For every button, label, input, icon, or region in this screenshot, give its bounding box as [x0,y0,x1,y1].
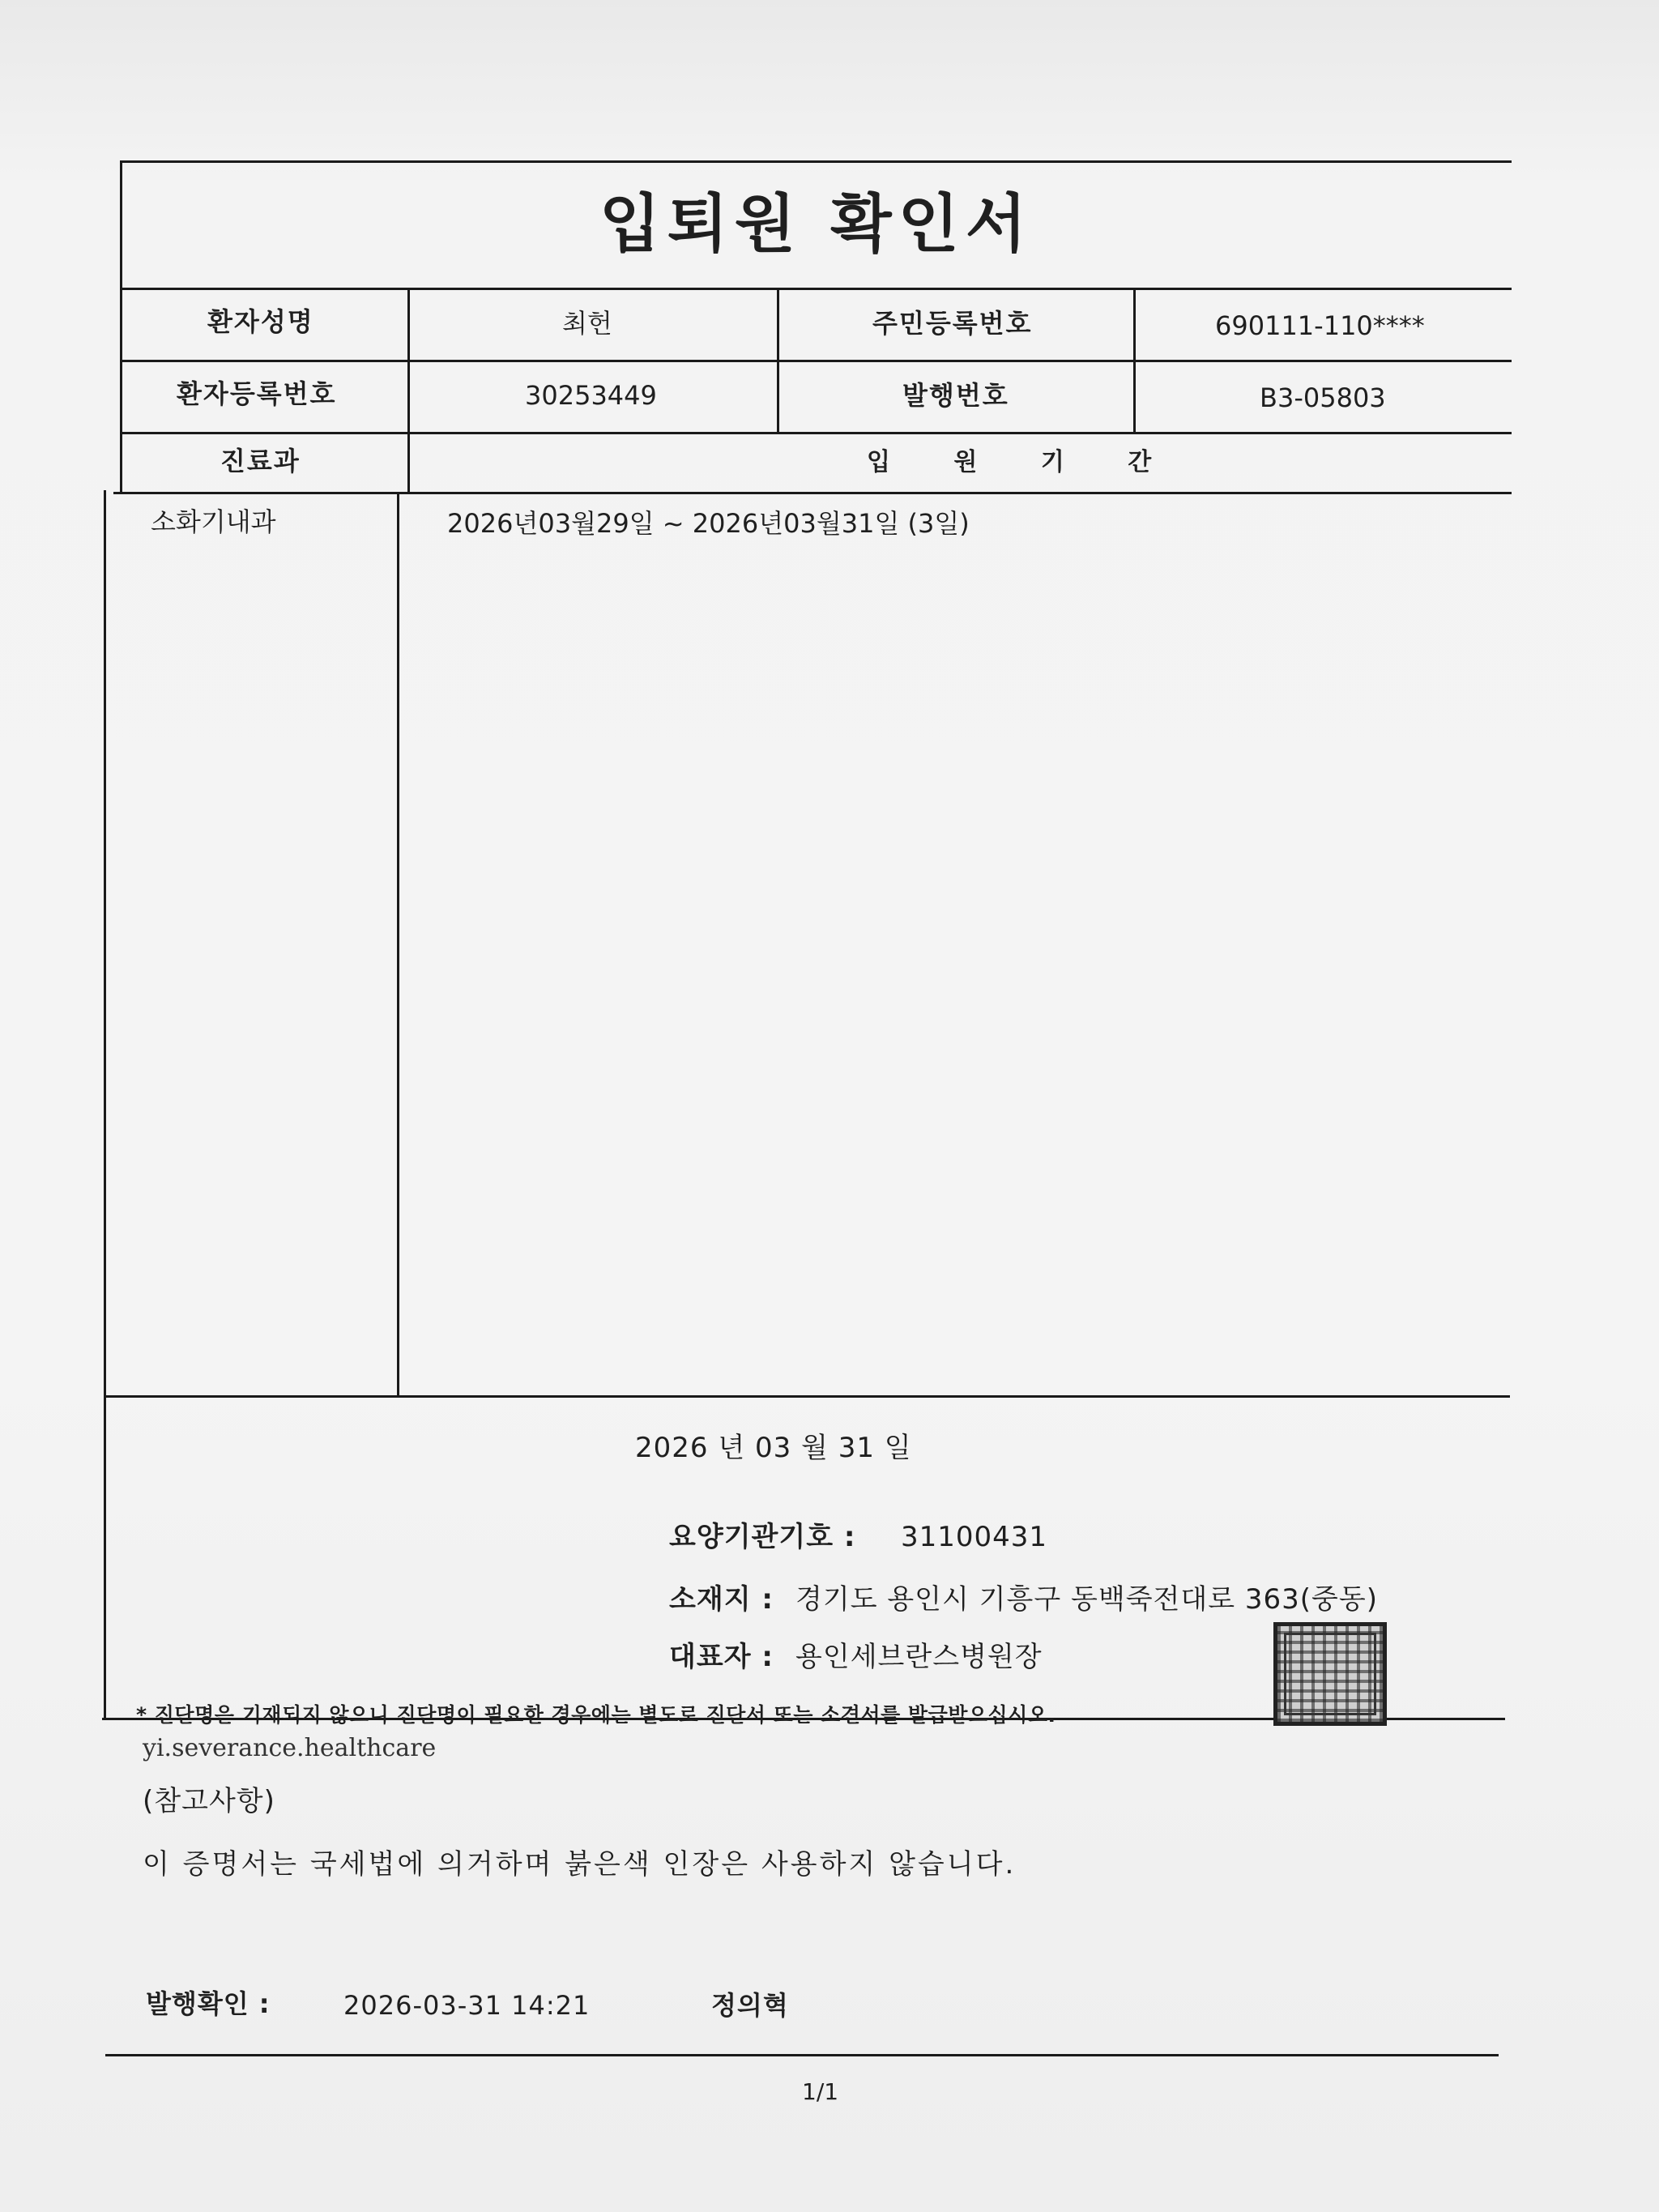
issue-date: 2026 년 03 월 31 일 [635,1432,912,1464]
patient-name-label: 환자성명 [207,306,314,337]
row3-bottom-border [113,492,1512,494]
issue-no-value: B3-05803 [1260,382,1386,413]
issue-confirm-label: 발행확인 : [146,1988,271,2019]
title-row-bottom-border [120,288,1512,290]
institution-code-label: 요양기관기호 : [669,1521,856,1553]
issue-no-label: 발행번호 [902,380,1009,411]
patient-name-value: 최헌 [562,308,612,339]
issuer-name: 정의혁 [711,1990,789,2021]
department-value: 소화기내과 [151,506,276,537]
address-label: 소재지 : [669,1583,774,1616]
patient-reg-label: 환자등록번호 [177,378,337,409]
col1-divider [407,288,410,492]
reference-text: 이 증명서는 국세법에 의거하며 붉은색 인장은 사용하지 않습니다. [143,1848,1017,1881]
institution-code-value: 31100431 [901,1521,1048,1553]
row1-bottom-border [120,360,1512,362]
table-left-border [120,160,122,492]
row2-bottom-border [120,432,1512,434]
resident-no-label: 주민등록번호 [872,308,1033,339]
page-bottom-rule [105,2054,1499,2056]
table-top-border [122,160,1512,163]
issue-datetime: 2026-03-31 14:21 [343,1990,591,2021]
period-label: 입 원 기 간 [867,448,1179,476]
body-bottom-border [104,1395,1510,1398]
patient-reg-value: 30253449 [525,380,657,411]
col2-divider [777,288,779,432]
col3-divider [1133,288,1136,432]
department-label: 진료과 [220,446,301,476]
col1-divider-lower [397,492,399,1395]
page-number: 1/1 [802,2078,839,2105]
table-left-border-lower [104,490,106,1719]
resident-no-value: 690111-110**** [1215,310,1425,341]
address-value: 경기도 용인시 기흥구 동백죽전대로 363(중동) [795,1583,1379,1616]
hospital-seal-stamp [1273,1622,1387,1726]
admission-period-value: 2026년03월29일 ~ 2026년03월31일 (3일) [447,508,970,539]
representative-label: 대표자 : [669,1641,774,1673]
document-title: 입퇴원 확인서 [599,188,1034,261]
reference-heading: (참고사항) [143,1785,275,1817]
diagnosis-note: * 진단명은 기재되지 않으니 진단명이 필요한 경우에는 별도로 진단서 또는 소견서를 발급받으십시오. [136,1703,1056,1727]
hospital-url: yi.severance.healthcare [143,1734,437,1762]
representative-value: 용인세브란스병원장 [795,1641,1043,1673]
